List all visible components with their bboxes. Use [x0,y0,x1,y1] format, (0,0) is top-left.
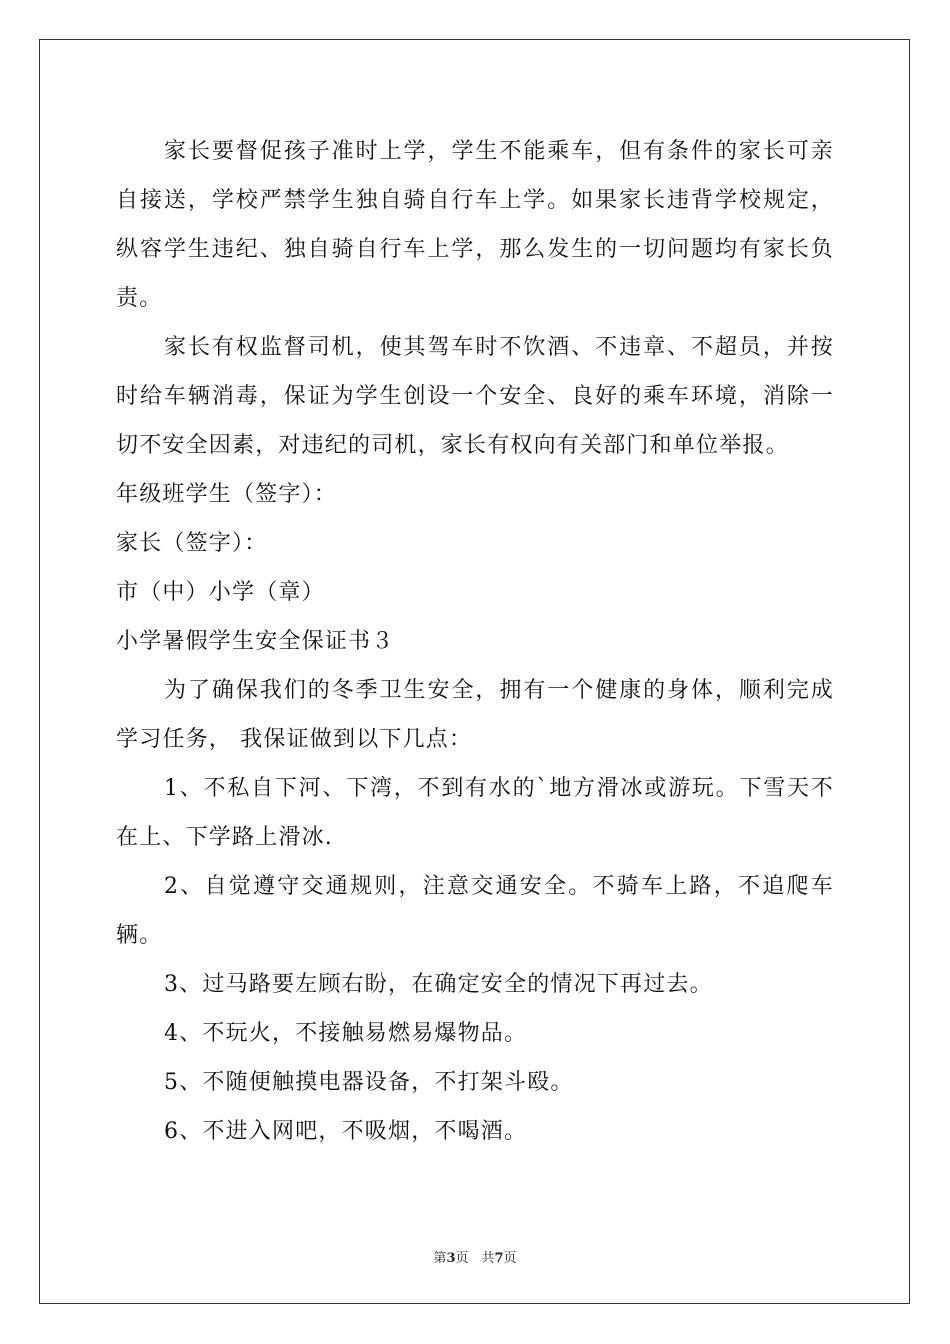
list-item: 4、不玩火，不接触易燃易爆物品。 [164,1021,528,1046]
signature-student: 年级班学生（签字）： [116,482,338,507]
signature-school: 市（中）小学（章） [116,580,325,605]
signature-parent: 家长（签字）： [116,531,268,556]
intro-paragraph: 为了确保我们的冬季卫生安全，拥有一个健康的身体，顺利完成学习任务， 我保证做到以下几点： [116,678,834,752]
list-item: 5、不随便触摸电器设备，不打架斗殴。 [164,1070,574,1095]
list-item: 2、自觉遵守交通规则，注意交通安全。不骑车上路，不追爬车辆。 [116,874,834,948]
paragraph-driver-supervision: 家长有权监督司机，使其驾车时不饮酒、不违章、不超员，并按时给车辆消毒，保证为学生创设一个安全、良好的乘车环境，消除一切不安全因素，对违纪的司机，家长有权向有关部门和单位举报。 [116,335,834,458]
footer-current-page: 3 [446,1251,456,1266]
footer-suffix: 页 [503,1251,517,1266]
list-item: 6、不进入网吧，不吸烟，不喝酒。 [164,1119,528,1144]
list-item: 3、过马路要左顾右盼，在确定安全的情况下再过去。 [164,972,713,997]
footer-prefix: 第 [433,1251,447,1266]
section-title: 小学暑假学生安全保证书３ [116,629,395,654]
footer-mid: 页 共 [455,1251,495,1266]
footer-total-pages: 7 [494,1251,504,1266]
document-body [116,127,834,1156]
list-item: 1、不私自下河、下湾，不到有水的`地方滑冰或游玩。下雪天不在上、下学路上滑冰. [116,776,834,850]
paragraph-parent-duty: 家长要督促孩子准时上学，学生不能乘车，但有条件的家长可亲自接送，学校严禁学生独自骑自行车上学。如果家长违背学校规定，纵容学生违纪、独自骑自行车上学，那么发生的一切问题均有家长负责。 [116,139,834,311]
page-footer [0,1247,950,1266]
